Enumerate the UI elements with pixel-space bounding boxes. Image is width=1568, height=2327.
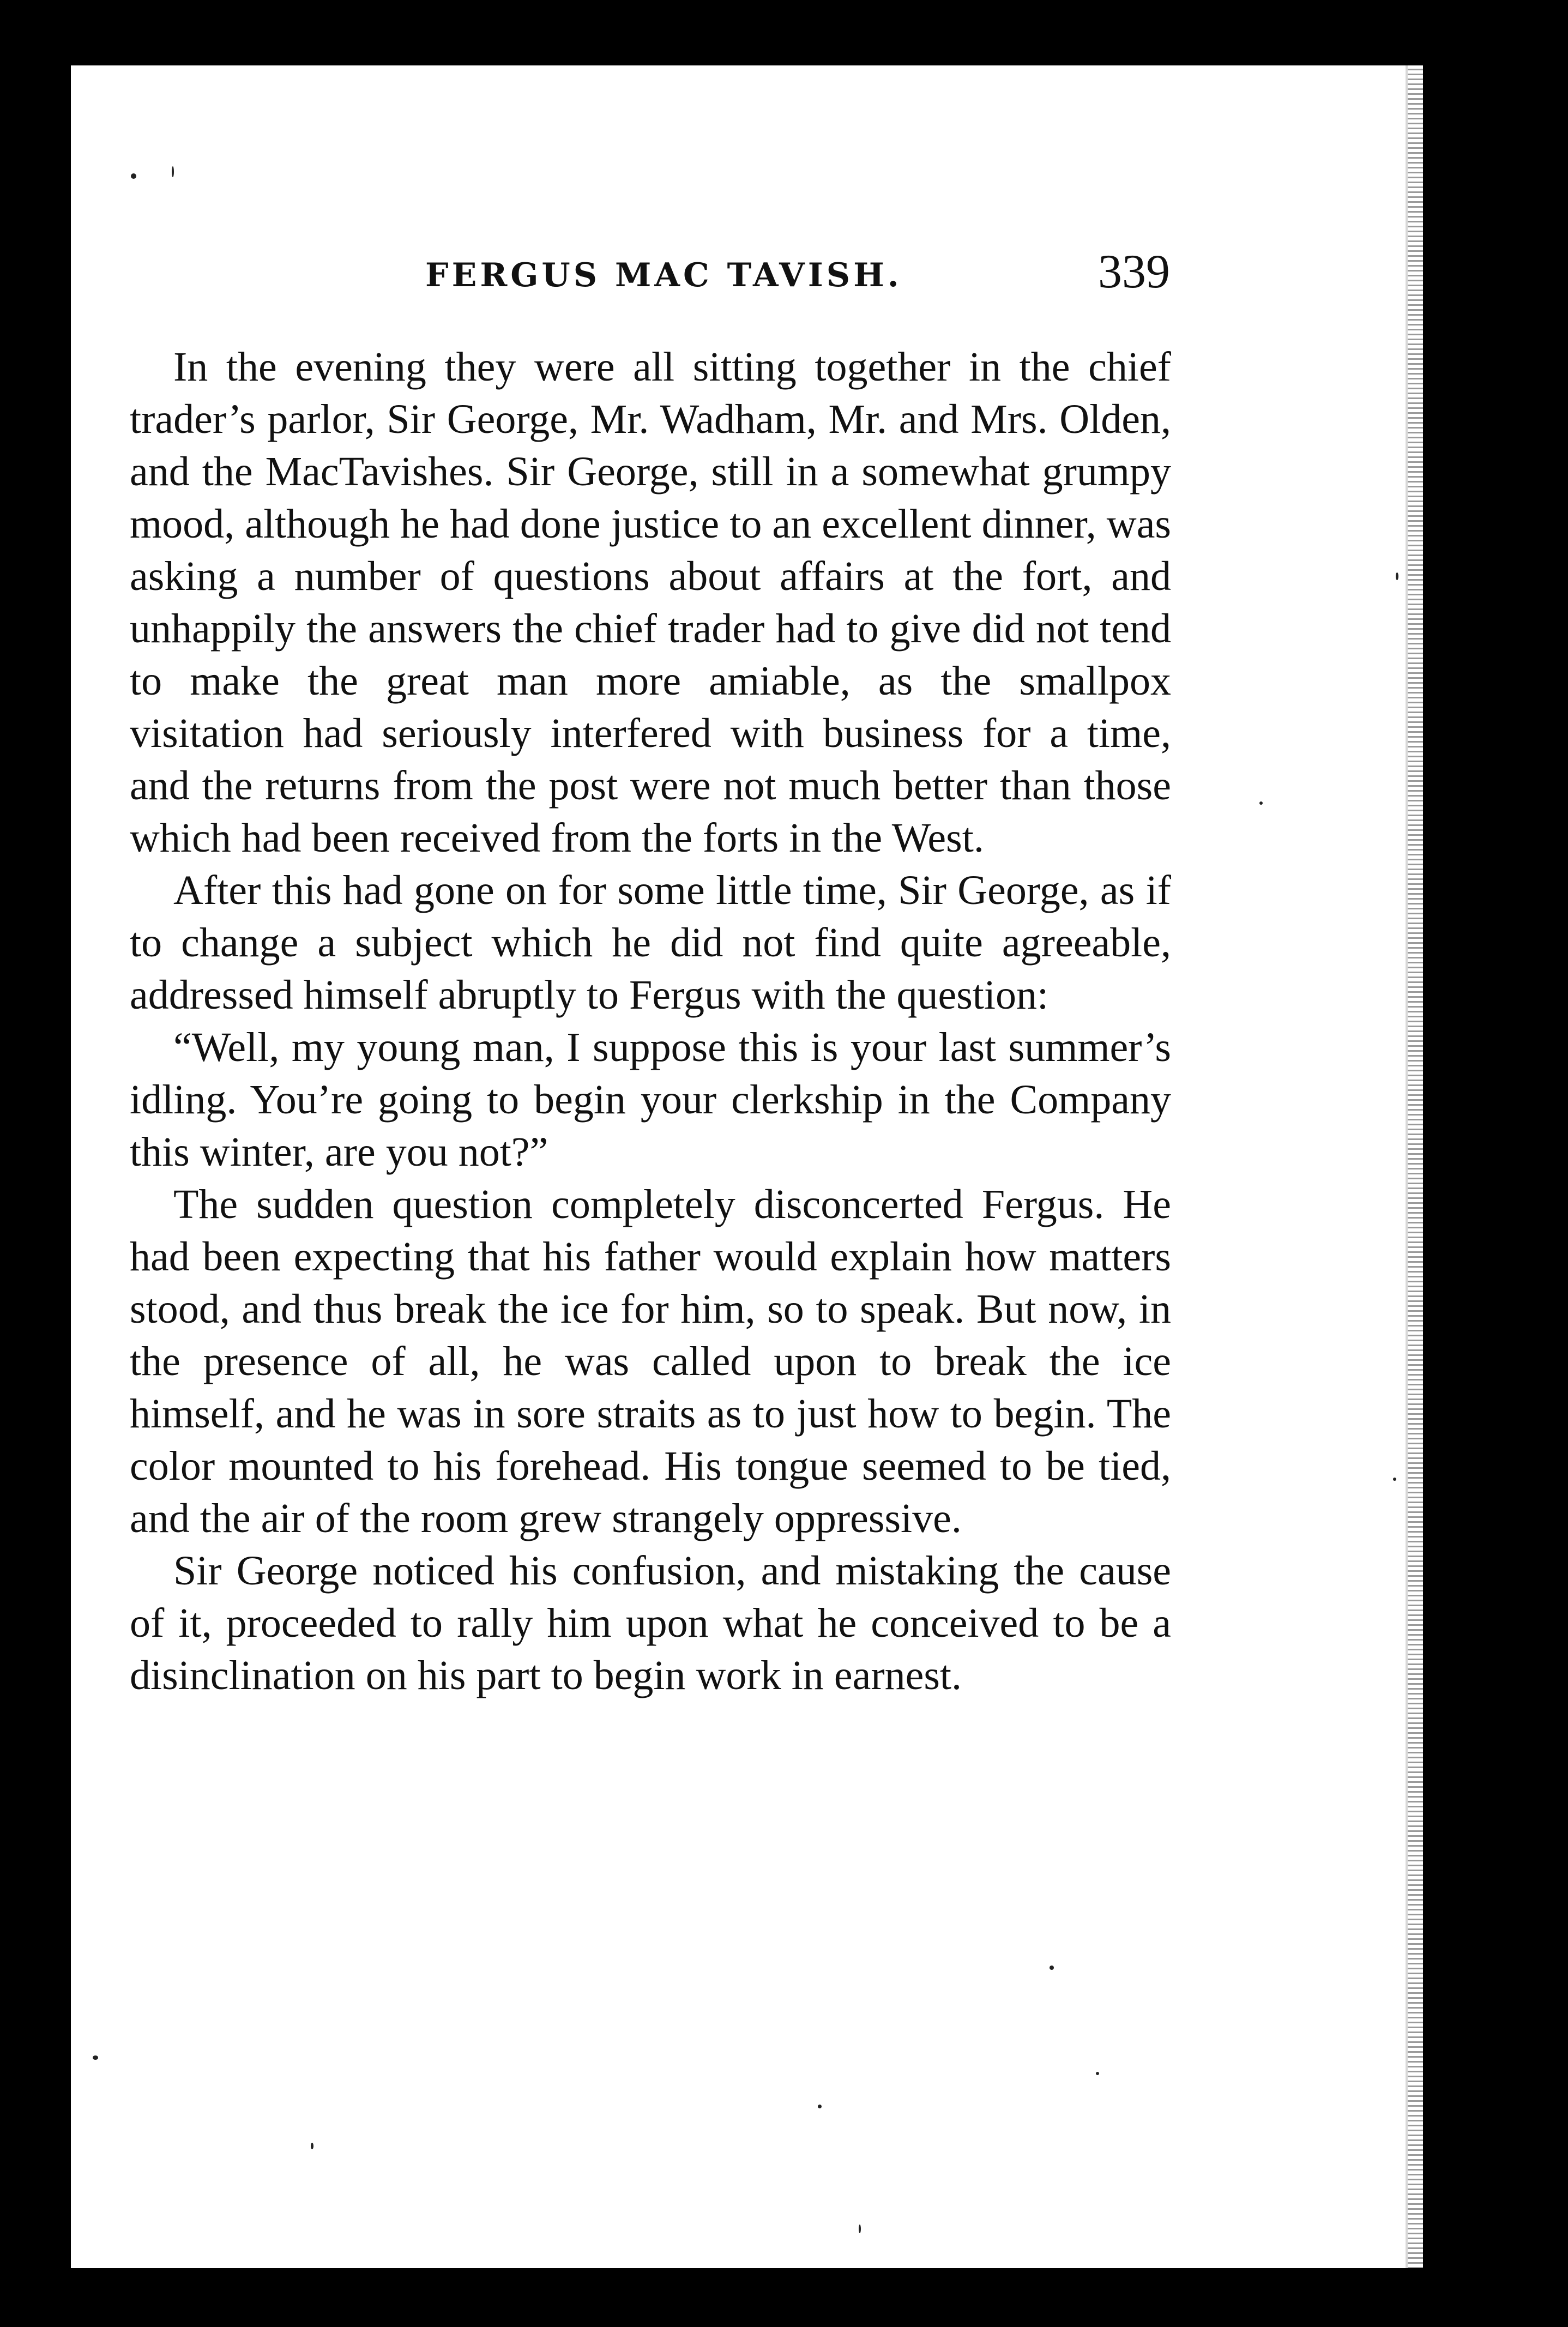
scan-speck: [859, 2224, 861, 2233]
paragraph: After this had gone on for some little time, Sir George, as if to change a subject which he did not find quite agreeable, addressed himself abruptly to Fergus with the question:: [130, 867, 1171, 1018]
scan-speck: [93, 2055, 98, 2060]
scan-speck: [1393, 1478, 1396, 1481]
page-edge: [1408, 65, 1423, 2268]
scan-speck: [1396, 572, 1398, 580]
paragraph: “Well, my young man, I suppose this is your last summer’s idling. You’re going to begin your clerkship in the Company this winter, are you not?”: [130, 1024, 1171, 1175]
scan-speck: [311, 2143, 313, 2149]
scan-speck: [1096, 2072, 1099, 2075]
scan-speck: [172, 166, 174, 177]
scan-speck: [131, 173, 136, 179]
page-number: 339: [1098, 245, 1170, 298]
scan-speck: [1259, 801, 1263, 805]
scan-speck: [818, 2105, 822, 2108]
paragraph: In the evening they were all sitting together in the chief trader’s parlor, Sir George, Mr. Wadham, Mr. and Mrs. Olden, and the MacTavishes. Sir George, still in a somewhat grumpy mood, although he had done justice to an excellent dinner, was asking a number of questions about affairs at the fort, and unhappily the answers the chief trader had to give did not tend to make the great man more amiable, as the smallpox visitation had seriously interfered with business for a time, and the returns from the post were not much better than those which had been received from the forts in the West.: [130, 344, 1171, 861]
paragraph: The sudden question completely disconcerted Fergus. He had been expecting that his father would explain how matters stood, and thus break the ice for him, so to speak. But now, in the presence of all, he was called upon to break the ice himself, and he was in sore straits as to just how to begin. The color mounted to his forehead. His tongue seemed to be tied, and the air of the room grew strangely oppressive.: [130, 1181, 1171, 1541]
body-text: [130, 341, 1171, 1702]
scan-speck: [1050, 1966, 1054, 1970]
paragraph: Sir George noticed his confusion, and mistaking the cause of it, proceeded to rally him upon what he conceived to be a disinclination on his part to begin work in earnest.: [130, 1548, 1171, 1698]
running-title: FERGUS MAC TAVISH.: [425, 256, 902, 294]
